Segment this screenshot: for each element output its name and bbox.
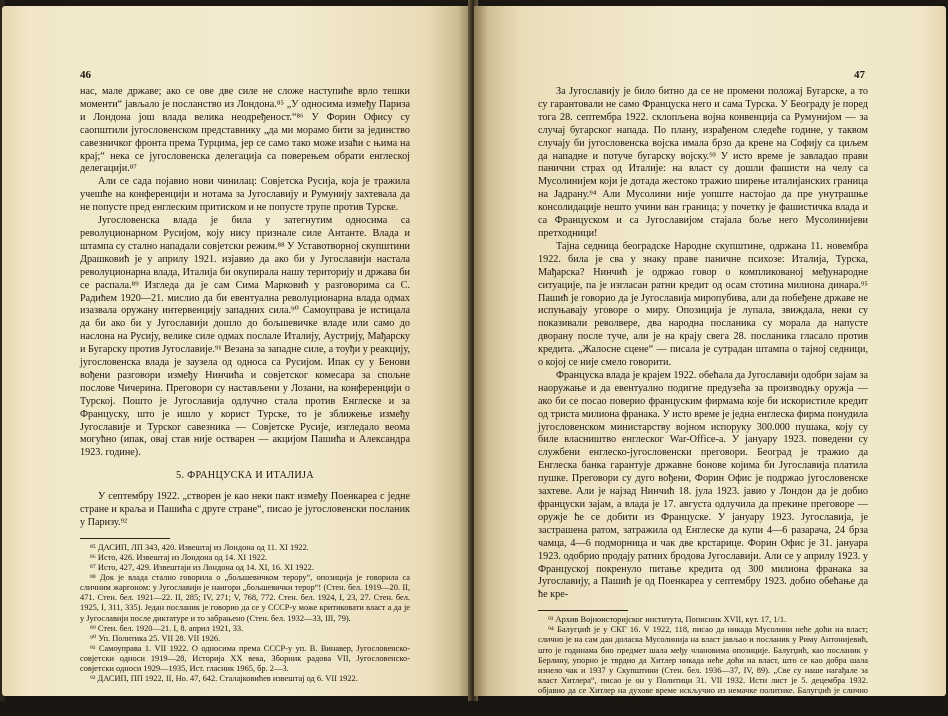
left-page [2, 6, 472, 696]
footnote-93: ⁹³ Архив Војноисторијског института, Пописник XVII, кут. 17, 1/1. [548, 615, 787, 625]
footnote-87: ⁸⁷ Исто, 427, 429. Извештаји из Лондона од 14. XI, 16. XI 1922. [90, 563, 314, 573]
left-paragraph-1: нас, мале државе; ако се ове две силе не сложе наступиће врло тешки моменти“ јављало је посланство из Лондона.⁸⁵ „У односима између Париза и Лондона још влада велика неодређеност.“⁸⁶ У Форин Офису су саопштили југословенском представнику „да ми морамо бити за јединство савезничког фронта према Турцима, јер се само тако може изаћи с њима на крај;“ нека се југословенска делегација са поверењем обрати енглеској делегацији.⁸⁷ [80, 86, 410, 175]
footnote-86: ⁸⁶ Исто, 426. Извештај из Лондона од 14. XI 1922. [90, 553, 268, 562]
left-paragraph-3: Југословенска влада је била у затегнутим односима са револуционарном Русијом, коју нису признале силе Антанте. Влада и штампа су стално нападали совјетски режим.⁸⁸ У Уставотворној скупштини Драшковић је у априлу 1921. изјавио да ако би у Југославији настала револуционарна влада, Италија би окупирала нашу територију и држава би се распала.⁸⁹ Изгледа да је сам Сима Марковић у разговорима са С. Радићем 1920—21. мислио да би евентуална револуционарна влада одмах изазвала оружану интервенцију западних сила.⁹⁰ Самоуправа је истицала да би ако би у Југославији дошло до бољшевичке владе или само до наслона на Русију, велике силе одмах послале Италију, Аустрију, Мађарску и Бугарску против Југославије.⁹¹ Везана за западне силе, а тоуђи у реакцију, југословенска влада је заузела од односа са Русијом. Ипак су у Бенови вођени разговори између Нинчића и совјетског комесара за спољне послове Чичерина. Преговори су настављени у Лозани, на конференцији о Турској. Пошто је Југославија одлучно стала против Енглеске и за Француску, што је ишло у корист Турске, то је зближење између Југославије и Турског савезника — Совјетске Русије, изгледало веома могућно (ипак, овај став није остварен — акцијом Пашића и Александра 1923. године). [80, 215, 410, 459]
right-page-number: 47 [854, 69, 865, 81]
left-paragraph-2: Али се сада појавио нови чинилац: Совјетска Русија, која је тражила учешће на конференцији и нотама за Југославију и Румунију захтевала да не попусте пред енглеским притиском и не попусте трупе против Турске. [80, 176, 410, 214]
footnote-88: ⁸⁸ Док је влада стално говорила о „бољшевичком терору“, опозиција је говорила са сличним жаргоном: у Југославији је наигори „бољшевички терор“! (Стен. бел. 1919—20. II, 471. Стен. бел. 1921—22. II, 285; IV, 271; V, 768, 772. Стен. бел. 1924, I, 23, 27. Стен. бел. 1925, I, 311, 335). Један посланик је говорио да се у СССР-у може критиковати власт а да је у Југославији после диктатуре и то забрањено (Стен. бел. 1932—33, III, 79). [80, 573, 410, 623]
footnote-91: ⁹¹ Самоуправа 1. VII 1922. О односима према СССР-у уп. В. Винавер, Југословенско-совјетски односи 1919—28, Историја XX века, Зборник радова VII, Југословенско-совјетски односи 1929—1935, Ист. гласник 1965, бр. 2—3. [80, 643, 410, 674]
footnote-94: ⁹⁴ Балугџић је у СКГ 16. V 1922, 118, писао да никада Мусолини неће доћи на власт; слично је на сам дан доласка Мусолинија на власт јављао и посланик у Риму Антонијевић, што је годинама био предмет шала међу члановима опозиције. Балугџић, као посланик у Берлину, упорно је тврдио да Хитлер никада неће доћи на власт, што се као добра шала изнело чак и 1937 у Скупштини (Стен. бел. 1936—37, IV, 89). „Све су наше нагађале за власт Хитлера“, писао је он у Политици 31. VII 1932. Исти лист је 5. децембра 1932. објавио да се Хитлер на духове време искључио из немачке политике. Балугџић је слично јављао и у својим извештајима министарству. [538, 625, 868, 705]
left-page-number: 46 [80, 69, 91, 81]
right-paragraph-1: За Југославију је било битно да се не промени положај Бугарске, а то су гарантовали не само Француска него и сама Турска. У Београду је поред тога 28. септембра 1922. склопљена војна конвенција са Румунијом — за случај бугарског напада. По плану, израђеном следеће године, у таквом случају би југословенска војска имала брзо да крене на Софију са циљем да нападне и потуче бугарску војску.⁹³ У исто време је завладао прави панични страх од Италије: на власт су дошли фашисти на челу са Мусолинијем који је дотада жестоко тражио ширење италијанских граница на Јадрану.⁹⁴ Али Мусолини није уопште настојао да пре унутрашње консолидације нешто учини ван граница; у почетку је фашистичка влада и са Француском и са Југославијом стајала боље него Мусолинијеви претходници! [538, 86, 868, 239]
left-page-content [80, 86, 410, 684]
section-paragraph: У септембру 1922. „створен је као неки пакт између Поенкареа с једне стране и краља и Пашића с друге стране“, писао је југословенски посланик у Паризу.⁹² [80, 491, 410, 528]
right-paragraph-2: Тајна седница београдске Народне скупштине, одржана 11. новембра 1922. била је сва у знаку праве паничне психозе: Италија, Турска, Мађарска? Нинчић је одржао говор о компликованој међународне ситуације, па је изгласан ратни кредит од осам стотина милиона динара.⁹⁵ Пашић је говорио да је Југославија миропубива, али да побеђене државе не испуњавају уговоре о миру. Опозиција је лупала, звиждала, неки су показивали револвере, два народна посланика су морала да напусте дворану после туче, али је на крају свега 28. посланика гласало против кредита. „Жалосне сцене“ — писала је сутрадан штампа о тајној седници, о којој се није смело говорити. [538, 240, 868, 369]
right-footnotes [538, 615, 868, 716]
right-page-content [538, 86, 868, 716]
footnote-95: ⁹⁵ Стен. бел. 1922, I, 53. [548, 706, 633, 716]
left-footnotes [80, 543, 410, 684]
right-paragraph-3: Француска влада је крајем 1922. обећала да Југославији одобри зајам за наоружање и да евентуално подигне предузећа за производњу оружја — ако би се посао повериo француским фирмама које би искористиле кредит од триста милиона франака. У исто време је једна енглеска фирма понудила југословенском министарству војном испоруку 300.000 пушака, коју су биле власништво енглеског War-Office-а. У јануару 1923. поведени су службени енглеско-југословенски преговори. Београд је тражио да Енглеска банка гарантује државне бонове којима би Југославија платила пушке. Преговори су дуго вођени, Форин Офис је подржао југословенске захтеве. Али је најзад Нинчић 18. јула 1923. јавио у Лондон да је добио француски зајам, а влада је 17. августа одлучила да прекине преговоре — оружје ће се добити из Француске. У јануару 1923. Југославија, је застрашена ратом, затражила од Енглеске да купи 4—6 разарача, 24 брза чамца, 4—6 подморница и чак две крстарице. Форин Офис је 31. јануара 1923. одобрио продају ратних бродова Југославији. Али се у априлу 1923. у Француској покренуло питање кредита од 300 милиона франака за Југославију, а Пашић је од Поенкареа у септембру 1923. добио обећање да ће кре- [538, 369, 868, 601]
footnote-92: ⁹² ДАСИП, ПП 1922, II, Но. 47, 642. Сталајковићев извештај од 6. VII 1922. [90, 674, 358, 684]
footnote-85: ⁸⁵ ДАСИП, ЛП 343, 420. Извештај из Лондона од 11. XI 1922. [90, 542, 309, 552]
right-page [474, 6, 946, 716]
footnote-divider [80, 538, 170, 539]
footnote-divider [538, 610, 628, 611]
footnote-90: ⁹⁰ Уп. Политика 25. VII 28. VII 1926. [90, 633, 221, 643]
section-heading: 5. ФРАНЦУСКА И ИТАЛИЈА [176, 470, 314, 482]
footnote-89: ⁸⁹ Стен. бел. 1920—21. I, 8. април 1921, 33. [90, 623, 244, 633]
